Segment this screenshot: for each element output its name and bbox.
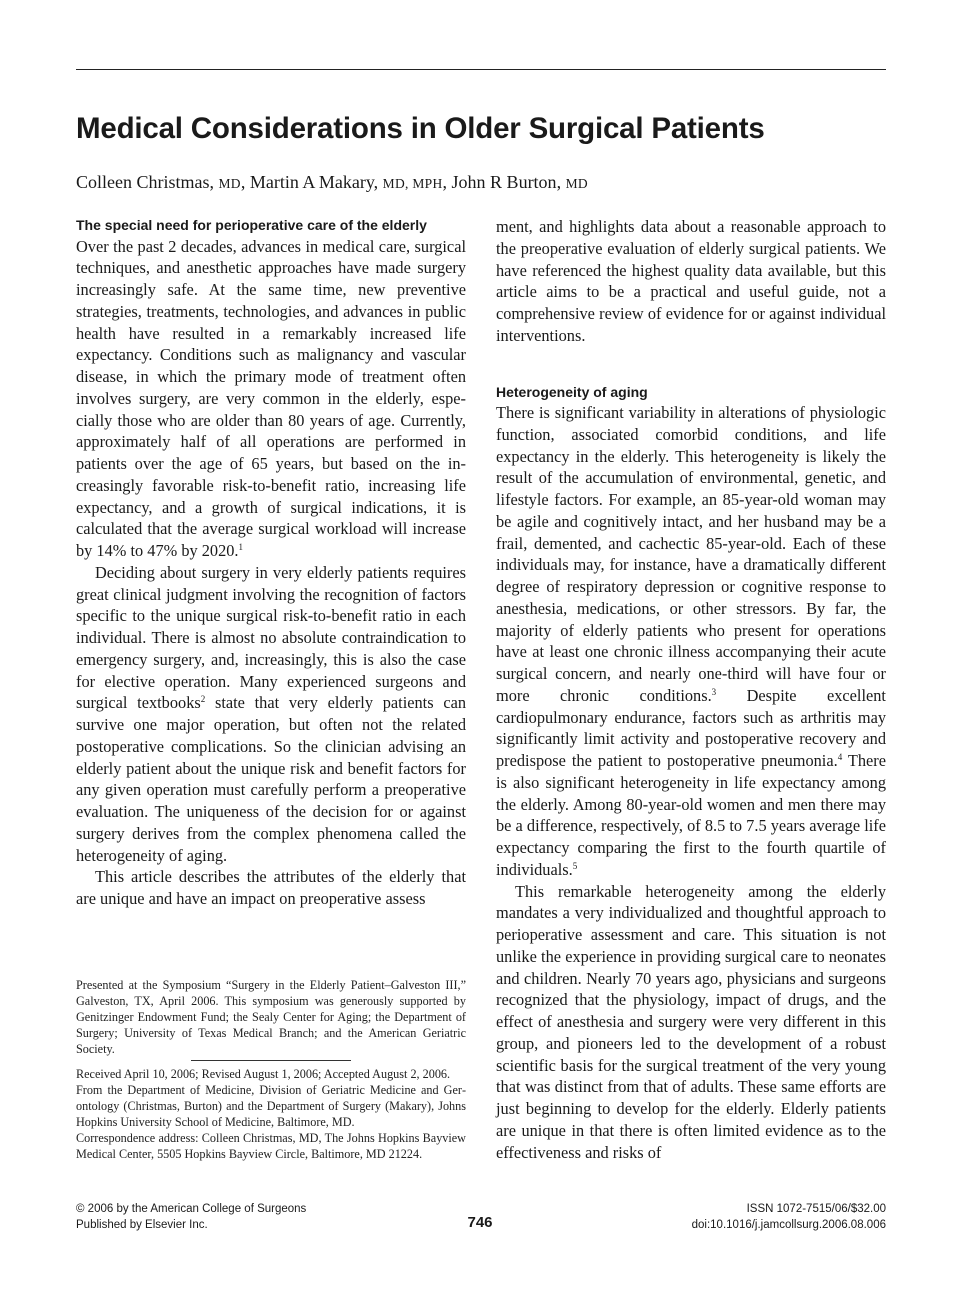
author-name: John R Burton [451, 172, 557, 192]
doi-link[interactable]: doi:10.1016/j.jamcollsurg.2006.08.006 [691, 1218, 886, 1231]
paragraph [496, 402, 886, 881]
page-number: 746 [467, 1214, 493, 1231]
reference-mark[interactable]: 5 [572, 860, 578, 871]
top-rule [76, 69, 886, 70]
section-heading: Heterogeneity of aging [496, 383, 648, 400]
right-column [496, 216, 886, 1163]
reference-mark[interactable]: 2 [200, 694, 206, 705]
issn-text: ISSN 1072-7515/06/$32.00 [746, 1203, 886, 1215]
footer-left [76, 1202, 306, 1233]
footnote-correspondence: Correspondence address: Colleen Christmas, MD, The Johns Hopkins Bayview Medical Center, 5505 Hopkins Bayview Circle, Baltimore, MD 21224. [76, 1131, 466, 1161]
reference-mark[interactable]: 1 [238, 542, 244, 552]
author-degrees: MD [218, 176, 241, 191]
paragraph [76, 236, 466, 562]
footnote-rule [191, 1060, 351, 1061]
paragraph: ment, and highlights data about a reasonable approach to the preoperative evaluation of elderly surgical patients. We have referenced the highest quality data available, but this article aims to be a practical and useful guide, not a comprehensive review of evidence for or against individual interventions. [496, 217, 886, 345]
publisher-text: Published by Elsevier Inc. [76, 1218, 208, 1231]
author-degrees: MD, MPH [382, 176, 443, 191]
paragraph-text: There is significant variability in alterations of physiologic function, associated comorbid conditions, and life expectancy in the elderly. This heterogeneity is likely the result of the accumulation of environmental, genetic, and lifestyle factors. For example, an 85-year-old woman may be agile and cognitively intact, and her husband may be a frail, demented, and cachectic 85-year-old. Each of these individuals may, for instance, have a dramatically different degree of respiratory depression or cognitive response to anesthesia, medications, or other stressors. By far, the majority of elderly patients who present for operations have at least one chronic illness accompanying their acute surgical concern, and nearly one-third will have four or more chronic conditions. [496, 403, 886, 705]
author-degrees: MD [565, 176, 588, 191]
paragraph: This article describes the attributes of the elderly that are unique and have an impact on preoperative assess [76, 867, 466, 908]
paragraph-text: state that very elderly patients can survive one major operation, but often not the related postoperative complications. So the clinician advising an elderly patient about the unique risk and benefit factors for any given operation must carefully perform a preoperative evaluation. The uniqueness of the decision for or against surgery derives from the complex phenomena called the heterogeneity of aging. [76, 693, 466, 865]
author-separator: , [209, 172, 219, 192]
paragraph-text: Deciding about surgery in very elderly patients requires great clinical judgment involving the recognition of factors specific to the unique surgical risk-to-benefit ratio in each individual. There is almost no absolute contraindication to emergency surgery, and, increasingly, this is also the case for elective operation. Many experienced surgeons and surgical textbooks [76, 562, 466, 713]
paragraph: This remarkable heterogeneity among the elderly mandates a very individualized and thoughtful approach to perioperative assessment and care. This situation is not unlike the experience in providing surgical care to neonates and children. Nearly 70 years ago, physicians and surgeons recognized that the physiology, impact of drugs, and the effect of anesthesia and surgery were very different in this group, and pioneers led to the development of a robust scientific basis for the surgical treatment of the very young that was distinct from that of adults. These same efforts are just beginning to develop for the elderly. Elderly patients are unique in that there is often limited evidence as to the effectiveness and risks of [496, 881, 886, 1162]
copyright-text: © 2006 by the American College of Surgeons [76, 1203, 307, 1215]
author-name: Martin A Makary [249, 172, 374, 192]
author-name: Colleen Christmas [76, 172, 210, 192]
paragraph-text: There is also significant heterogeneity in life expectancy among the elderly. Among 80-year-old women and men there may be a difference, respectively, of 8.5 to 7.5 years average life expectancy comparing the first to the fourth quartile of individuals. [496, 751, 886, 879]
left-column [76, 216, 466, 910]
paragraph [76, 562, 466, 867]
footnote-presented [76, 977, 466, 1057]
footer-right [692, 1202, 886, 1233]
section-heading: The special need for perioperative care of the elderly [76, 217, 427, 233]
reference-mark[interactable]: 4 [837, 752, 843, 762]
paragraph-text: Over the past 2 decades, advances in medical care, surgical techniques, and anesthetic approaches have made surgery increasingly safe. At the same time, new preventive strategies, treatments, technologies, and advances in public health have resulted in a remarkably increased life expectancy. Conditions such as malignancy and vascular disease, in which the primary mode of treatment often involves surgery, are very common in the elderly, especially those who are older than 80 years of age. Currently, approximately half of all operations are performed in patients over the age of 65 years, but based on the increasingly favorable risk-to-benefit ratio, increasing life expectancy, and a growth of surgical indications, it is calculated that the average surgical workload will increase by 14% to 47% by 2020. [76, 236, 466, 560]
footnote-article-info [76, 1066, 466, 1162]
footnote-text: Presented at the Symposium “Surgery in the Elderly Patient–Galveston III,” Galveston, TX, April 2006. This symposium was generously supported by Genitzinger Endowment Fund; the Sealy Center for Aging; the Department of Surgery; University of Texas Medical Branch; and the American Geriatric Society. [76, 978, 466, 1056]
footnote-received: Received April 10, 2006; Revised August 1, 2006; Accepted August 2, 2006. [76, 1067, 451, 1081]
reference-mark[interactable]: 3 [711, 686, 717, 697]
paragraph-text: Despite excellent cardiopulmonary endurance, factors such as arthritis may significantly limit activity and postoperative recovery and predispose the patient to postoperative pneumonia. [496, 685, 886, 770]
article-title: Medical Considerations in Older Surgical Patients [76, 112, 765, 145]
author-list: Colleen Christmas, MD, Martin A Makary, MD, MPH, John R Burton, MD [76, 172, 588, 192]
footnote-affiliation: From the Department of Medicine, Division of Geriatric Medicine and Gerontology (Christmas, Burton) and the Department of Surgery (Makary), Johns Hopkins University School of Medicine, Baltimore, MD. [76, 1083, 466, 1129]
